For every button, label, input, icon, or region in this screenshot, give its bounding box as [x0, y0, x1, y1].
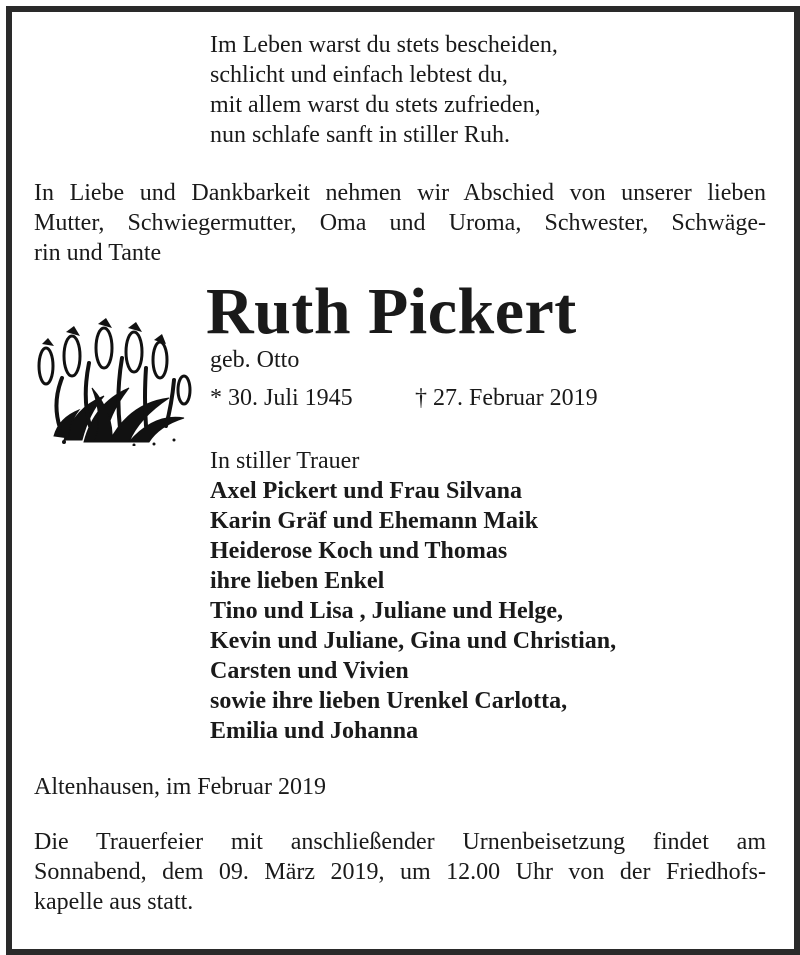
poem-line: Im Leben warst du stets bescheiden,	[210, 32, 558, 58]
poem-line: nun schlafe sanft in stiller Ruh.	[210, 122, 510, 148]
mourners-section	[210, 446, 616, 746]
mourner-line: Karin Gräf und Ehemann Maik	[210, 508, 539, 534]
death-date: † 27. Februar 2019	[415, 385, 598, 411]
mourner-line: Heiderose Koch und Thomas	[210, 538, 508, 564]
maiden-name: geb. Otto	[210, 347, 300, 373]
ceremony-line: Sonnabend, dem 09. März 2019, um 12.00 Uhr von der Friedhofs-	[34, 859, 766, 885]
snowdrop-flowers-icon	[34, 318, 194, 446]
ceremony-line: kapelle aus statt.	[34, 889, 194, 915]
intro-line: rin und Tante	[34, 240, 162, 266]
mourner-line: Kevin und Juliane, Gina und Christian,	[210, 628, 617, 654]
mourner-line: Tino und Lisa , Juliane und Helge,	[210, 598, 564, 624]
mourner-line: ihre lieben Enkel	[210, 568, 385, 594]
mourner-line: sowie ihre lieben Urenkel Carlotta,	[210, 688, 568, 714]
ceremony-line: Die Trauerfeier mit anschließender Urnenbeisetzung findet am	[34, 829, 766, 855]
mourner-line: Axel Pickert und Frau Silvana	[210, 478, 523, 504]
intro-text	[34, 178, 766, 268]
mourners-heading: In stiller Trauer	[210, 448, 360, 474]
poem-line: mit allem warst du stets zufrieden,	[210, 92, 541, 118]
ceremony-info	[34, 827, 766, 917]
poem-line: schlicht und einfach lebtest du,	[210, 62, 508, 88]
birth-date: * 30. Juli 1945	[210, 385, 353, 411]
deceased-name: Ruth Pickert	[206, 275, 577, 348]
mourner-line: Carsten und Vivien	[210, 658, 409, 684]
intro-line: Mutter, Schwiegermutter, Oma und Uroma, Schwester, Schwäge-	[34, 210, 766, 236]
mourner-line: Emilia und Johanna	[210, 718, 419, 744]
intro-line: In Liebe und Dankbarkeit nehmen wir Abschied von unserer lieben	[34, 180, 766, 206]
poem	[210, 30, 558, 150]
place-date: Altenhausen, im Februar 2019	[34, 774, 326, 800]
